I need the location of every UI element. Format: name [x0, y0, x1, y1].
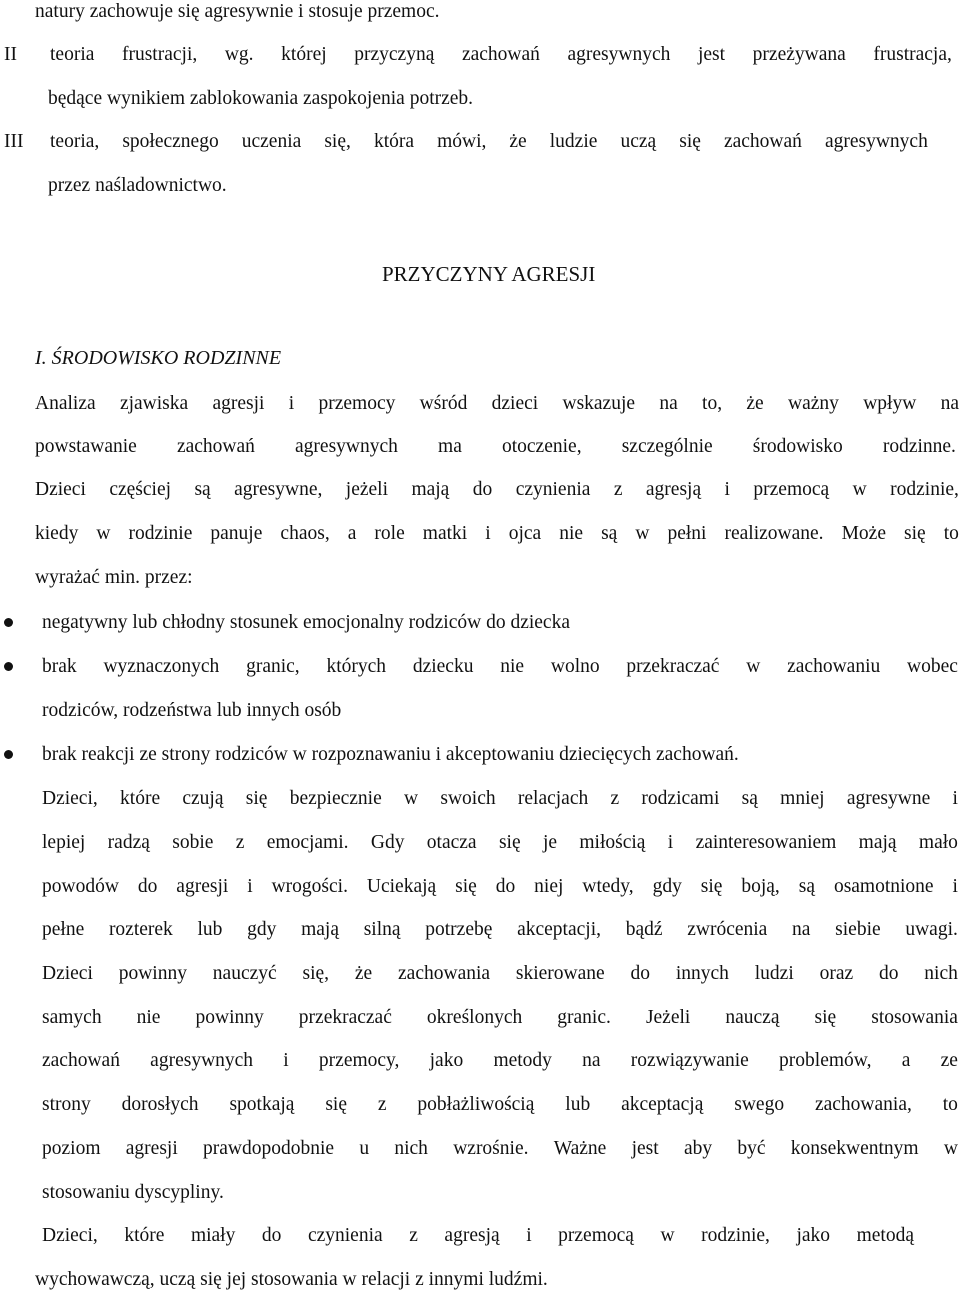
text-line: będące wynikiem zablokowania zaspokojenia potrzeb. — [48, 88, 474, 109]
theory-numeral: III — [4, 131, 24, 152]
text-line: pełne rozterek lub gdy mają silną potrzebę akceptacji, bądź zwrócenia na siebie uwagi. — [42, 919, 958, 940]
text-line: Dzieci powinny nauczyć się, że zachowania skierowane do innych ludzi oraz do nich — [42, 963, 958, 984]
text-line: strony dorosłych spotkają się z pobłażliwością lub akceptacją swego zachowania, to — [42, 1094, 958, 1115]
text-line: wychowawczą, uczą się jej stosowania w relacji z innymi ludźmi. — [35, 1269, 548, 1290]
text-line: rodziców, rodzeństwa lub innych osób — [42, 700, 342, 721]
text-line: natury zachowuje się agresywnie i stosuje przemoc. — [35, 1, 440, 22]
text-line: teoria frustracji, wg. której przyczyną zachowań agresywnych jest przeżywana frustracja, — [50, 44, 952, 65]
page-heading: PRZYCZYNY AGRESJI — [382, 262, 596, 286]
bullet-icon — [4, 618, 13, 627]
section-title: I. ŚRODOWISKO RODZINNE — [35, 347, 282, 369]
text-line: teoria, społecznego uczenia się, która mówi, że ludzie uczą się zachowań agresywnych — [50, 131, 928, 152]
text-line: zachowań agresywnych i przemocy, jako metody na rozwiązywanie problemów, a ze — [42, 1050, 958, 1071]
text-line: stosowaniu dyscypliny. — [42, 1182, 224, 1203]
bullet-icon — [4, 750, 13, 759]
text-line: przez naśladownictwo. — [48, 175, 227, 196]
text-line: lepiej radzą sobie z emocjami. Gdy otacza się je miłością i zainteresowaniem mają mało — [42, 832, 958, 853]
text-line: powstawanie zachowań agresywnych ma otoczenie, szczególnie środowisko rodzinne. — [35, 436, 956, 457]
text-line: wyrażać min. przez: — [35, 567, 193, 588]
text-line: poziom agresji prawdopodobnie u nich wzrośnie. Ważne jest aby być konsekwentnym w — [42, 1138, 958, 1159]
text-line: brak reakcji ze strony rodziców w rozpoznawaniu i akceptowaniu dziecięcych zachowań. — [42, 744, 739, 765]
text-line: brak wyznaczonych granic, których dziecku nie wolno przekraczać w zachowaniu wobec — [42, 656, 958, 677]
text-line: samych nie powinny przekraczać określonych granic. Jeżeli nauczą się stosowania — [42, 1007, 958, 1028]
text-line: negatywny lub chłodny stosunek emocjonalny rodziców do dziecka — [42, 612, 570, 633]
text-line: Dzieci, które czują się bezpiecznie w swoich relacjach z rodzicami są mniej agresywne i — [42, 788, 958, 809]
theory-numeral: II — [4, 44, 17, 65]
bullet-icon — [4, 662, 13, 671]
text-line: Dzieci, które miały do czynienia z agresją i przemocą w rodzinie, jako metodą — [42, 1225, 914, 1246]
text-line: Analiza zjawiska agresji i przemocy wśród dzieci wskazuje na to, że ważny wpływ na — [35, 393, 959, 414]
text-line: kiedy w rodzinie panuje chaos, a role matki i ojca nie są w pełni realizowane. Może się to — [35, 523, 959, 544]
text-line: Dzieci częściej są agresywne, jeżeli mają do czynienia z agresją i przemocą w rodzinie, — [35, 479, 959, 500]
text-line: powodów do agresji i wrogości. Uciekają się do niej wtedy, gdy się boją, są osamotnione i — [42, 876, 958, 897]
